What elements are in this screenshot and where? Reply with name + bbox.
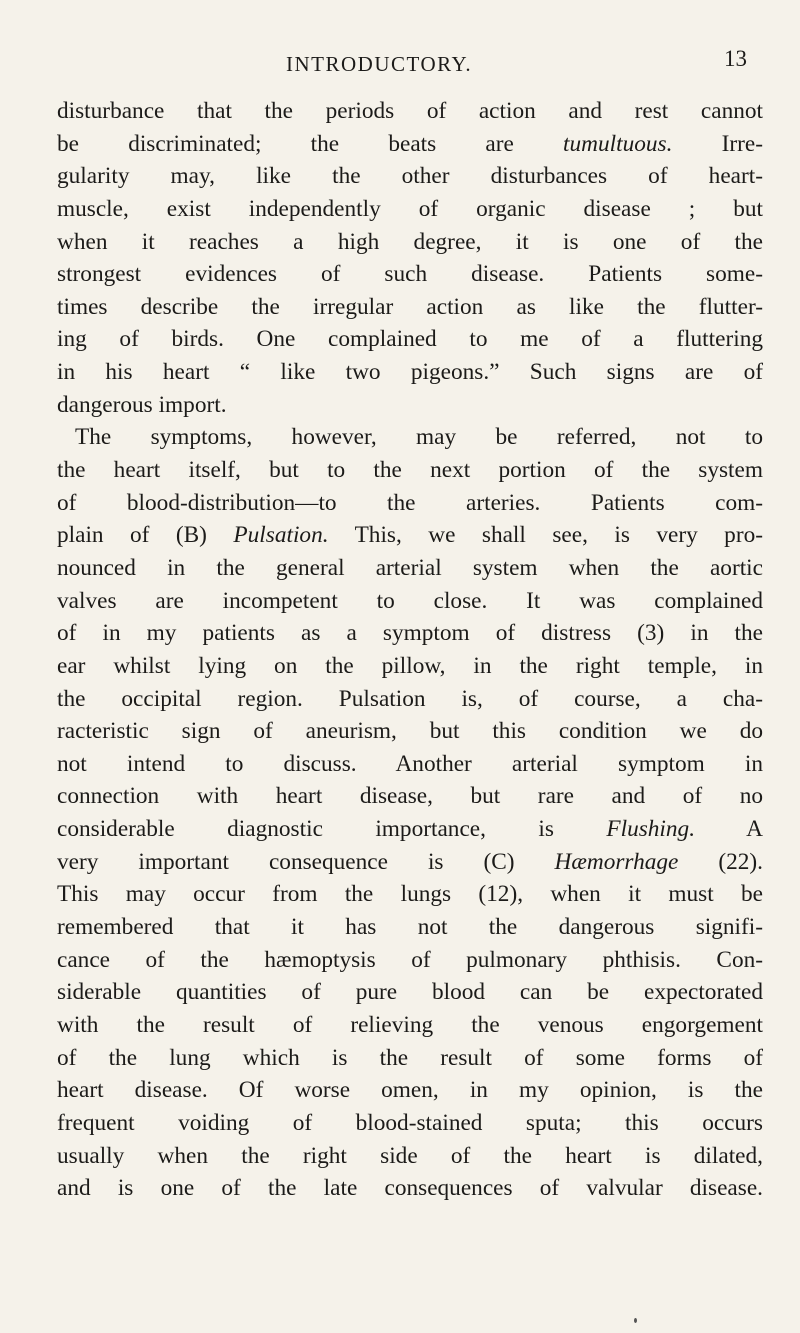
page-number: 13 [724,46,747,71]
text-line [57,356,763,389]
running-head: INTRODUCTORY. [286,52,473,76]
text-span: This, we shall see, is very pro- [328,522,763,549]
stray-mark [634,1318,637,1323]
text-line [57,1140,763,1173]
text-span: valves are incompetent to close. It was complained [57,587,763,614]
text-span: plain of (B) [57,522,234,549]
text-line [57,95,763,128]
text-line [57,976,763,1009]
italic-term: tumultuous. [563,130,673,157]
text-line [57,1074,763,1107]
text-span: not intend to discuss. Another arterial symptom in [57,750,763,777]
text-line [57,389,763,422]
text-span: (22). [678,848,764,875]
italic-term: Flushing. [606,816,696,843]
text-line [57,715,763,748]
text-span: of the lung which is the result of some forms of [57,1044,763,1071]
text-span: and is one of the late consequences of valvular disease. [57,1175,763,1202]
text-line [57,1042,763,1075]
text-span: the occipital region. Pulsation is, of course, a cha- [57,685,763,712]
text-line [57,878,763,911]
text-span: racteristic sign of aneurism, but this condition we do [57,718,763,745]
text-line [57,617,763,650]
text-line [57,813,763,846]
text-line [57,1107,763,1140]
text-span: This may occur from the lungs (12), when it must be [57,881,763,908]
text-span: gularity may, like the other disturbances of heart- [57,163,763,190]
text-span: of blood-distribution—to the arteries. Patients com- [57,489,763,516]
text-line [57,421,763,454]
text-line [57,748,763,781]
text-span: muscle, exist independently of organic disease ; but [57,195,763,222]
text-span: The symptoms, however, may be referred, not to [75,424,763,451]
text-span: nounced in the general arterial system when the aortic [57,554,763,581]
text-line [57,650,763,683]
text-line [57,454,763,487]
text-line [57,258,763,291]
text-span: disturbance that the periods of action and rest cannot [57,98,763,124]
text-span: remembered that it has not the dangerous signifi- [57,914,763,941]
italic-term: Hæmorrhage [554,848,679,875]
text-span: considerable diagnostic importance, is [57,816,607,843]
text-line [57,519,763,552]
text-line [57,128,763,161]
text-line [57,683,763,716]
text-span: with the result of relieving the venous engorgement [57,1011,763,1038]
text-span: connection with heart disease, but rare and of no [57,783,763,810]
text-span: A [695,816,763,843]
text-line [57,193,763,226]
text-span: in his heart “ like two pigeons.” Such signs are of [57,359,763,386]
text-line [57,226,763,259]
text-line [57,291,763,324]
text-line [57,1172,763,1205]
text-span: siderable quantities of pure blood can be expectorated [57,979,763,1006]
text-line [57,944,763,977]
text-span: strongest evidences of such disease. Patients some- [57,261,763,288]
text-span: times describe the irregular action as like the flutter- [57,293,763,320]
text-line [57,1009,763,1042]
italic-term: Pulsation. [233,522,329,549]
text-span: usually when the right side of the heart is dilated, [57,1142,763,1169]
text-line [57,846,763,879]
text-line [57,323,763,356]
text-span: dangerous import. [57,391,227,418]
text-span: heart disease. Of worse omen, in my opinion, is the [57,1077,763,1104]
text-span: when it reaches a high degree, it is one of the [57,228,763,255]
text-span: very important consequence is (C) [57,848,555,875]
text-span: ing of birds. One complained to me of a fluttering [57,326,763,353]
text-span: of in my patients as a symptom of distress (3) in the [57,620,763,647]
text-line [57,780,763,813]
text-line [57,585,763,618]
text-span: ear whilst lying on the pillow, in the right temple, in [57,652,763,679]
text-span: be discriminated; the beats are [57,130,564,157]
text-line [57,552,763,585]
text-line [57,911,763,944]
body-text [57,95,763,1205]
text-span: frequent voiding of blood-stained sputa; this occurs [57,1109,763,1136]
text-span: cance of the hæmoptysis of pulmonary phthisis. Con- [57,946,763,973]
text-line [57,487,763,520]
text-span: Irre- [672,130,763,157]
text-span: the heart itself, but to the next portion of the system [57,457,763,484]
text-line [57,160,763,193]
